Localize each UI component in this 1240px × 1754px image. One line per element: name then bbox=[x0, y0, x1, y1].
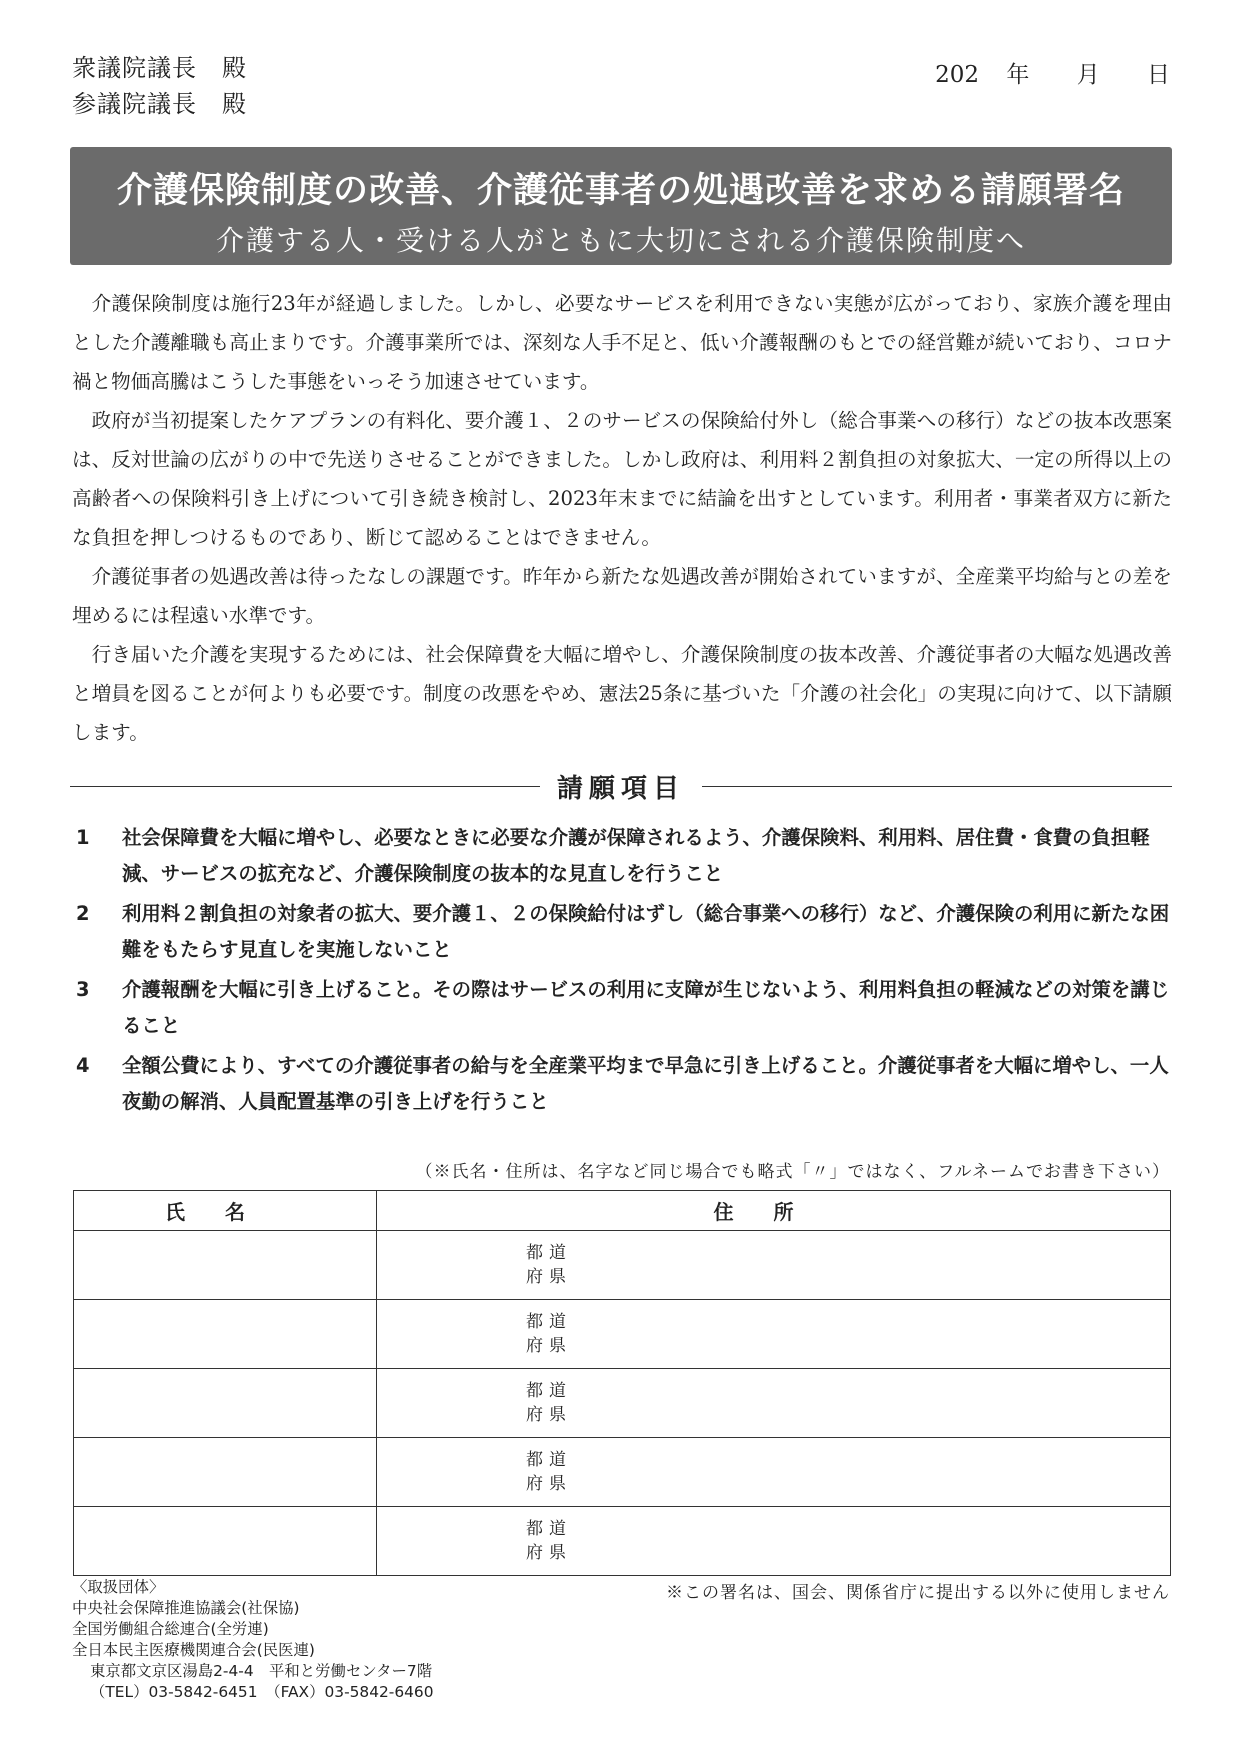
name-field[interactable] bbox=[74, 1369, 377, 1438]
table-row bbox=[74, 1507, 1171, 1576]
address-field[interactable] bbox=[377, 1438, 1171, 1507]
name-field[interactable] bbox=[74, 1300, 377, 1369]
page-title: 介護保険制度の改善、介護従事者の処遇改善を求める請願署名 bbox=[116, 171, 1125, 211]
address-field[interactable] bbox=[377, 1369, 1171, 1438]
organizer-block bbox=[72, 1577, 434, 1703]
list-item bbox=[72, 896, 1172, 968]
signature-table bbox=[73, 1190, 1171, 1576]
table-row bbox=[74, 1300, 1171, 1369]
title-banner bbox=[70, 147, 1172, 265]
paragraph: 行き届いた介護を実現するためには、社会保障費を大幅に増やし、介護保険制度の抜本改善、介護従事者の大幅な処遇改善と増員を図ることが何よりも必要です。制度の改悪をやめ、憲法25条に基づいた「介護の社会化」の実現に向けて、以下請願します。 bbox=[72, 643, 1172, 744]
item-number: 2 bbox=[76, 902, 90, 925]
petition-body bbox=[72, 284, 1172, 752]
pref-line2: 府県 bbox=[526, 1543, 572, 1563]
pref-line1: 都道 bbox=[526, 1381, 572, 1401]
pref-line2: 府県 bbox=[526, 1474, 572, 1494]
signature-note: （※氏名・住所は、名字など同じ場合でも略式「〃」ではなく、フルネームでお書き下さい） bbox=[415, 1162, 1170, 1182]
organizer-address: 東京都文京区湯島2-4-4 平和と労働センター7階 bbox=[90, 1662, 433, 1680]
date-month-unit: 月 bbox=[1076, 62, 1100, 88]
item-number: 1 bbox=[76, 826, 90, 849]
paragraph: 介護保険制度は施行23年が経過しました。しかし、必要なサービスを利用できない実態が広がっており、家族介護を理由とした介護離職も高止まりです。介護事業所では、深刻な人手不足と、低い介護報酬のもとでの経営難が続いており、コロナ禍と物価高騰はこうした事態をいっそう加速させています。 bbox=[72, 292, 1172, 393]
page-subtitle: 介護する人・受ける人がともに大切にされる介護保険制度へ bbox=[215, 224, 1026, 257]
list-item bbox=[72, 820, 1172, 892]
paragraph: 介護従事者の処遇改善は待ったなしの課題です。昨年から新たな処遇改善が開始されていますが、全産業平均給与との差を埋めるには程遠い水準です。 bbox=[72, 565, 1172, 627]
address-field[interactable] bbox=[377, 1300, 1171, 1369]
item-number: 4 bbox=[76, 1054, 90, 1077]
pref-line1: 都道 bbox=[526, 1519, 572, 1539]
item-text: 社会保障費を大幅に増やし、必要なときに必要な介護が保障されるよう、介護保険料、利用料、居住費・食費の負担軽減、サービスの拡充など、介護保険制度の抜本的な見直しを行うこと bbox=[122, 826, 1150, 885]
pref-line2: 府県 bbox=[526, 1336, 572, 1356]
table-row bbox=[74, 1231, 1171, 1300]
organizer-label: 〈取扱団体〉 bbox=[72, 1578, 165, 1596]
list-item bbox=[72, 972, 1172, 1044]
organizer-name: 全日本民主医療機関連合会(民医連) bbox=[72, 1641, 315, 1659]
prefecture-label bbox=[378, 1310, 1169, 1358]
prefecture-label bbox=[378, 1241, 1169, 1289]
table-row bbox=[74, 1438, 1171, 1507]
name-field[interactable] bbox=[74, 1231, 377, 1300]
pref-line1: 都道 bbox=[526, 1450, 572, 1470]
date-day-unit: 日 bbox=[1147, 62, 1170, 88]
usage-note: ※この署名は、国会、関係省庁に提出する以外に使用しません bbox=[666, 1583, 1170, 1603]
organizer-contact: （TEL）03-5842-6451 （FAX）03-5842-6460 bbox=[90, 1683, 434, 1701]
pref-line1: 都道 bbox=[526, 1312, 572, 1332]
prefecture-label bbox=[378, 1379, 1169, 1427]
header-address: 住所 bbox=[377, 1191, 1171, 1231]
prefecture-label bbox=[378, 1517, 1169, 1565]
date-year-unit: 年 bbox=[1006, 62, 1030, 88]
signature-rows bbox=[74, 1231, 1171, 1576]
addressees bbox=[72, 50, 247, 122]
list-item bbox=[72, 1048, 1172, 1120]
paragraph: 政府が当初提案したケアプランの有料化、要介護１、２のサービスの保険給付外し（総合事業への移行）などの抜本改悪案は、反対世論の広がりの中で先送りさせることができました。しかし政府は、利用料２割負担の対象拡大、一定の所得以上の高齢者への保険料引き上げについて引き続き検討し、2023年末までに結論を出すとしています。利用者・事業者双方に新たな負担を押しつけるものであり、断じて認めることはできません。 bbox=[72, 409, 1172, 549]
petition-items bbox=[72, 820, 1172, 1124]
organizer-name: 中央社会保障推進協議会(社保協) bbox=[72, 1599, 300, 1617]
item-number: 3 bbox=[76, 978, 90, 1001]
organizer-name: 全国労働組合総連合(全労連) bbox=[72, 1620, 269, 1638]
addressee-upper-house: 参議院議長 殿 bbox=[72, 90, 247, 118]
pref-line2: 府県 bbox=[526, 1405, 572, 1425]
table-header-row bbox=[74, 1191, 1171, 1231]
item-text: 全額公費により、すべての介護従事者の給与を全産業平均まで早急に引き上げること。介護従事者を大幅に増やし、一人夜勤の解消、人員配置基準の引き上げを行うこと bbox=[122, 1054, 1169, 1113]
section-header bbox=[70, 766, 1172, 806]
divider bbox=[702, 786, 1172, 787]
pref-line2: 府県 bbox=[526, 1267, 572, 1287]
item-text: 利用料２割負担の対象者の拡大、要介護１、２の保険給付はずし（総合事業への移行）など、介護保険の利用に新たな困難をもたらす見直しを実施しないこと bbox=[122, 902, 1170, 961]
item-text: 介護報酬を大幅に引き上げること。その際はサービスの利用に支障が生じないよう、利用料負担の軽減などの対策を講じること bbox=[122, 978, 1170, 1037]
address-field[interactable] bbox=[377, 1231, 1171, 1300]
header-name: 氏名 bbox=[74, 1191, 377, 1231]
date-line bbox=[923, 56, 1170, 89]
name-field[interactable] bbox=[74, 1438, 377, 1507]
table-row bbox=[74, 1369, 1171, 1438]
pref-line1: 都道 bbox=[526, 1243, 572, 1263]
name-field[interactable] bbox=[74, 1507, 377, 1576]
address-field[interactable] bbox=[377, 1507, 1171, 1576]
date-year: 202 bbox=[935, 62, 980, 88]
section-title: 請願項目 bbox=[556, 774, 685, 804]
addressee-lower-house: 衆議院議長 殿 bbox=[72, 54, 247, 82]
prefecture-label bbox=[378, 1448, 1169, 1496]
